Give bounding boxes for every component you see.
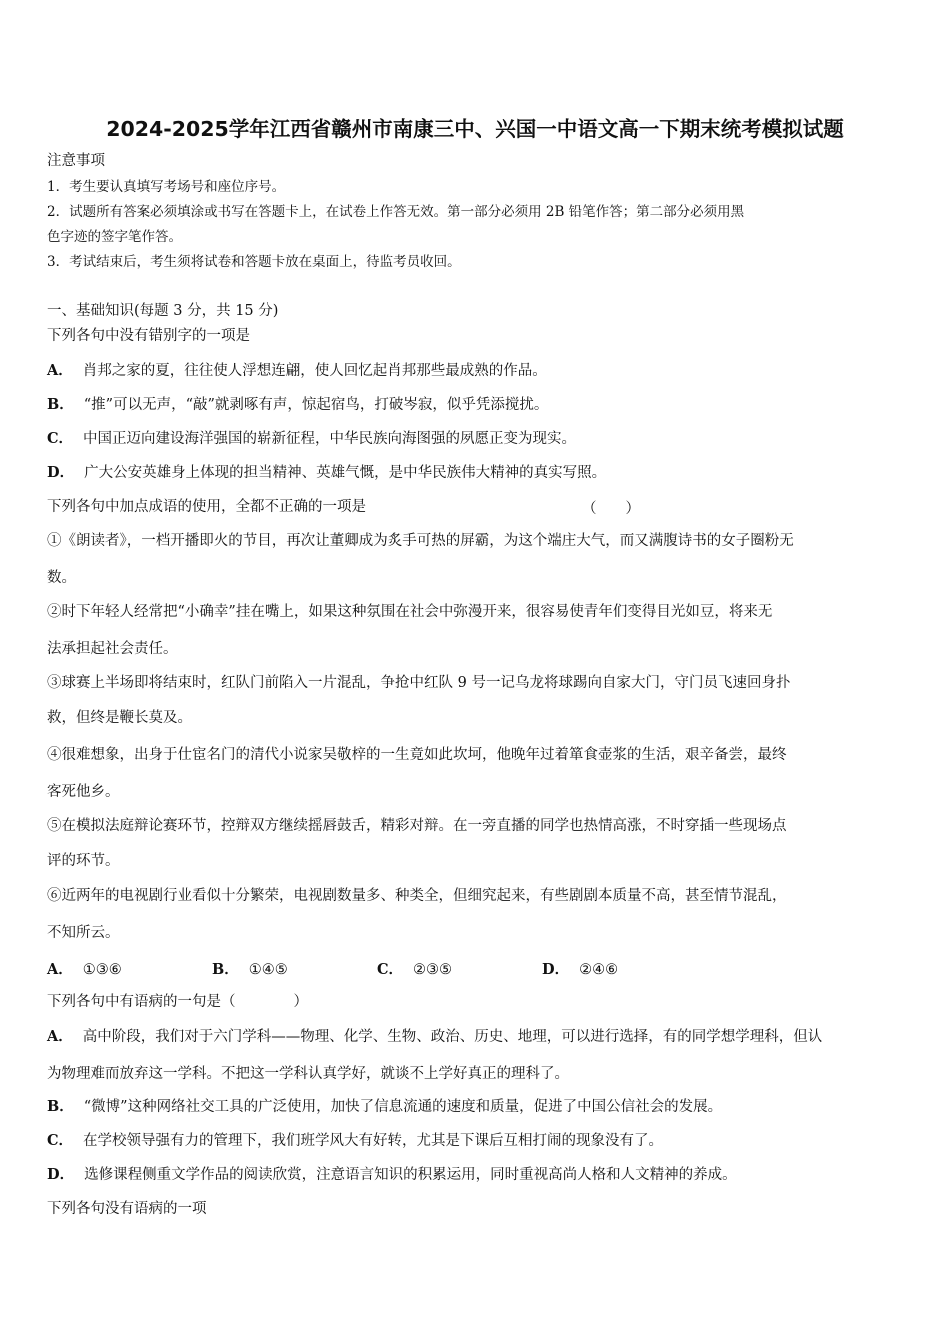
option-d (47, 1165, 737, 1185)
answer-parentheses: （ ） (582, 501, 640, 517)
choice-text: ②④⑥ (579, 962, 619, 978)
option-a (47, 1027, 822, 1047)
page-title: 2024-2025学年江西省赣州市南康三中、兴国一中语文高一下期末统考模拟试题 (106, 117, 844, 141)
choice-label: C． (377, 961, 404, 978)
option-text: 高中阶段，我们对于六门学科——物理、化学、生物、政治、历史、地理，可以进行选择，有的同学想学理科，但认 (82, 1029, 823, 1045)
notice-item: 1．考生要认真填写考场号和座位序号。 (47, 179, 286, 195)
option-c (47, 429, 576, 449)
question-stem: 下列各句没有语病的一项 (47, 1201, 207, 1217)
choice-label: B． (212, 961, 239, 978)
option-text: “推”可以无声，“敲”就剥啄有声，惊起宿鸟，打破岑寂，似乎凭添搅扰。 (83, 397, 549, 413)
sentence-line: ①《朗读者》，一档开播即火的节目，再次让董卿成为炙手可热的屏霸，为这个端庄大气，而又满腹诗书的女子圈粉无 (47, 533, 794, 549)
option-label: A． (47, 1028, 73, 1045)
option-label: C． (47, 430, 74, 447)
option-a (47, 361, 547, 381)
sentence-line: ⑤在模拟法庭辩论赛环节，控辩双方继续摇唇鼓舌，精彩对辩。在一旁直播的同学也热情高涨，不时穿插一些现场点 (47, 818, 787, 834)
notice-item: 2．试题所有答案必须填涂或书写在答题卡上，在试卷上作答无效。第一部分必须用 2B 铅笔作答；第二部分必须用黑 (47, 204, 745, 220)
sentence-line: 数。 (47, 570, 76, 586)
choice-a (47, 958, 122, 979)
option-text: 在学校领导强有力的管理下，我们班学风大有好转，尤其是下课后互相打闹的现象没有了。 (83, 1133, 664, 1149)
question-stem: 下列各句中加点成语的使用，全都不正确的一项是 (47, 499, 366, 515)
option-label: A． (47, 362, 73, 379)
question-stem: 下列各句中没有错别字的一项是 (47, 328, 250, 344)
notice-heading: 注意事项 (47, 153, 105, 169)
sentence-line: 救，但终是鞭长莫及。 (47, 710, 192, 726)
option-d (47, 463, 606, 483)
option-text: 广大公安英雄身上体现的担当精神、英雄气慨，是中华民族伟大精神的真实写照。 (84, 465, 607, 481)
option-label: B． (47, 1098, 74, 1115)
choice-b (212, 958, 288, 979)
option-c (47, 1131, 663, 1151)
option-label: D． (47, 1166, 75, 1183)
option-label: B． (47, 396, 74, 413)
sentence-line: ④很难想象，出身于仕宦名门的清代小说家吴敬梓的一生竟如此坎坷，他晚年过着箪食壶浆的生活，艰辛备尝，最终 (47, 747, 787, 763)
choice-d (542, 958, 618, 979)
choice-c (377, 958, 452, 979)
sentence-line: 法承担起社会责任。 (47, 641, 178, 657)
sentence-line: 客死他乡。 (47, 784, 120, 800)
notice-item: 3．考试结束后，考生须将试卷和答题卡放在桌面上，待监考员收回。 (47, 254, 461, 270)
choice-text: ②③⑤ (413, 962, 453, 978)
choice-label: D． (542, 961, 570, 978)
sentence-line: ⑥近两年的电视剧行业看似十分繁荣，电视剧数量多、种类全，但细究起来，有些剧剧本质量不高，甚至情节混乱， (47, 888, 787, 904)
choice-label: A． (47, 961, 73, 978)
notice-item: 色字迹的签字笔作答。 (47, 229, 182, 245)
option-text: “微博”这种网络社交工具的广泛使用，加快了信息流通的速度和质量，促进了中国公信社会的发展。 (83, 1099, 723, 1115)
sentence-line: 评的环节。 (47, 853, 120, 869)
question-stem: 下列各句中有语病的一句是（ ） (47, 994, 308, 1010)
choice-text: ①④⑤ (248, 962, 288, 978)
option-text: 中国正迈向建设海洋强国的崭新征程，中华民族向海图强的夙愿正变为现实。 (83, 431, 577, 447)
sentence-line: ③球赛上半场即将结束时，红队门前陷入一片混乱，争抢中红队 9 号一记乌龙将球踢向自家大门，守门员飞速回身扑 (47, 675, 791, 691)
choice-text: ①③⑥ (82, 962, 122, 978)
sentence-line: 不知所云。 (47, 925, 120, 941)
option-continuation: 为物理难而放弃这一学科。不把这一学科认真学好，就谈不上学好真正的理科了。 (47, 1066, 569, 1082)
option-text: 选修课程侧重文学作品的阅读欣赏，注意语言知识的积累运用，同时重视高尚人格和人文精神的养成。 (84, 1167, 737, 1183)
option-b (47, 395, 548, 415)
option-b (47, 1097, 722, 1117)
option-text: 肖邦之家的夏，往往使人浮想连翩，使人回忆起肖邦那些最成熟的作品。 (82, 363, 547, 379)
option-label: D． (47, 464, 75, 481)
option-label: C． (47, 1132, 74, 1149)
sentence-line: ②时下年轻人经常把“小确幸”挂在嘴上，如果这种氛围在社会中弥漫开来，很容易使青年们变得目光如豆，将来无 (47, 604, 773, 620)
section-heading: 一、基础知识(每题 3 分，共 15 分) (47, 303, 279, 319)
